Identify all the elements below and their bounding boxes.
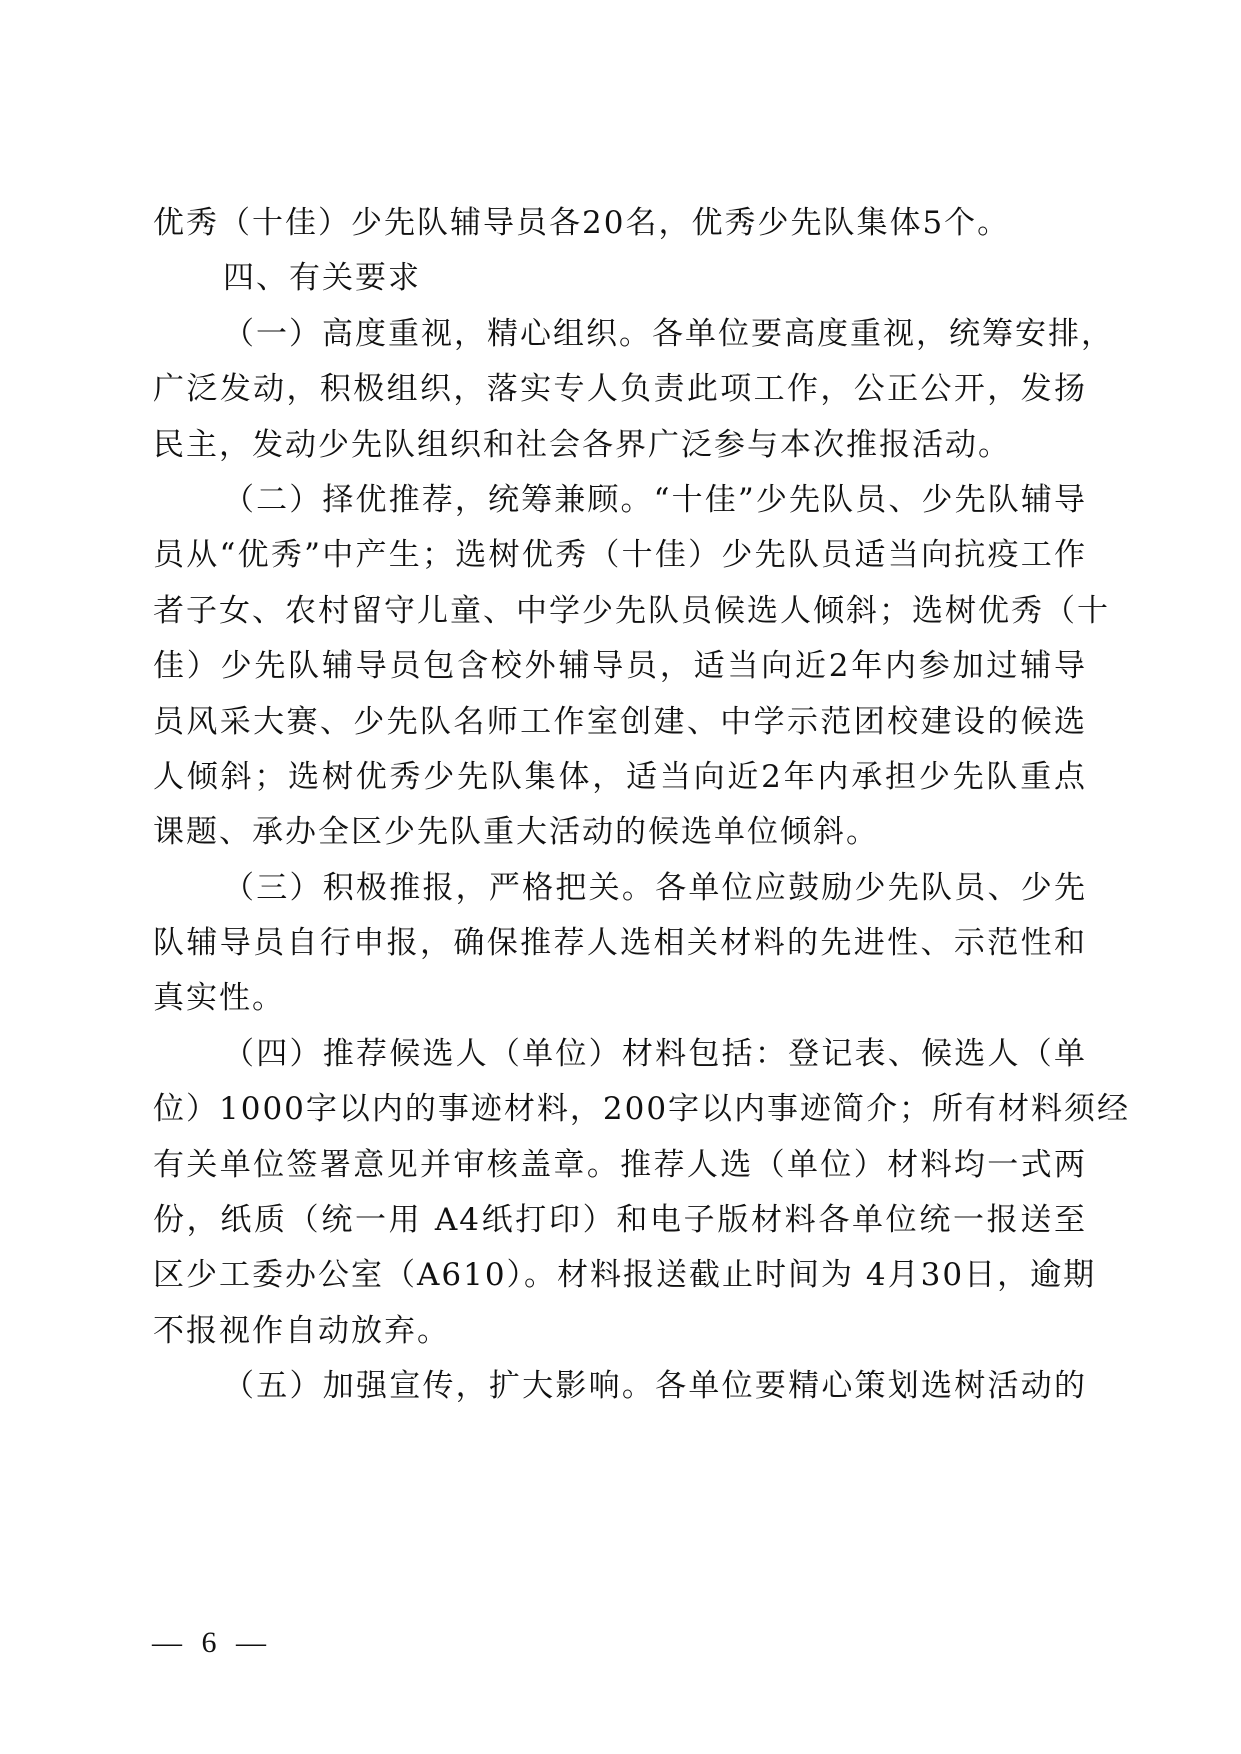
body-text: [153, 196, 1131, 1415]
text-line: （三）积极推报，严格把关。各单位应鼓励少先队员、少先: [223, 869, 1087, 906]
text-line: 区少工委办公室（A610）。材料报送截止时间为 4月30日，逾期: [153, 1257, 1097, 1294]
text-line: （一）高度重视，精心组织。各单位要高度重视，统筹安排，: [223, 315, 1114, 352]
text-line: 队辅导员自行申报，确保推荐人选相关材料的先进性、示范性和: [153, 925, 1087, 962]
text-line: 课题、承办全区少先队重大活动的候选单位倾斜。: [153, 814, 879, 851]
text-line: （四）推荐候选人（单位）材料包括：登记表、候选人（单: [223, 1035, 1087, 1072]
text-line: 人倾斜；选树优秀少先队集体，适当向近2年内承担少先队重点: [153, 758, 1087, 795]
text-line: 有关单位签署意见并审核盖章。推荐人选（单位）材料均一式两: [153, 1146, 1087, 1183]
text-line: 不报视作自动放弃。: [153, 1312, 450, 1349]
text-line: 员风采大赛、少先队名师工作室创建、中学示范团校建设的候选: [153, 703, 1087, 740]
text-line: 民主，发动少先队组织和社会各界广泛参与本次推报活动。: [153, 426, 1011, 463]
text-line: 优秀（十佳）少先队辅导员各20名，优秀少先队集体5个。: [153, 205, 1011, 241]
text-line: 员从“优秀”中产生；选树优秀（十佳）少先队员适当向抗疫工作: [153, 537, 1087, 574]
text-line: （二）择优推荐，统筹兼顾。“十佳”少先队员、少先队辅导: [223, 481, 1087, 518]
text-line: 佳）少先队辅导员包含校外辅导员，适当向近2年内参加过辅导: [153, 648, 1087, 685]
text-line: 真实性。: [153, 980, 285, 1017]
text-line: 份，纸质（统一用 A4纸打印）和电子版材料各单位统一报送至: [153, 1202, 1087, 1239]
text-line: 四、有关要求: [223, 260, 421, 297]
text-line: 广泛发动，积极组织，落实专人负责此项工作，公正公开，发扬: [153, 371, 1087, 408]
text-line: 位）1000字以内的事迹材料，200字以内事迹简介；所有材料须经: [153, 1091, 1131, 1128]
page-number: — 6 —: [152, 1626, 272, 1659]
text-line: 者子女、农村留守儿童、中学少先队员候选人倾斜；选树优秀（十: [153, 592, 1110, 629]
text-line: （五）加强宣传，扩大影响。各单位要精心策划选树活动的: [223, 1368, 1087, 1405]
